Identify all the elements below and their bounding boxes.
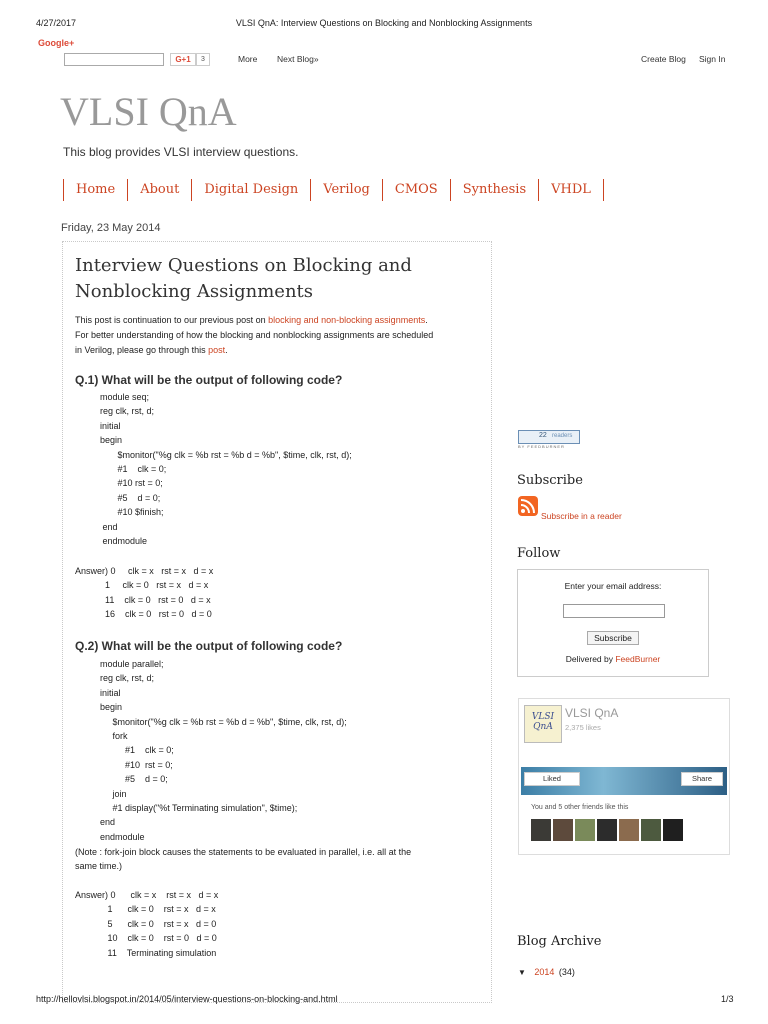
intro-text-3: in Verilog, please go through this: [75, 345, 209, 355]
blog-title[interactable]: VLSI QnA: [60, 89, 237, 134]
answer-line: Answer) 0 clk = x rst = x d = x: [75, 890, 219, 900]
subscribe-heading: Subscribe: [517, 473, 583, 488]
friend-avatar[interactable]: [663, 819, 683, 841]
next-blog-link[interactable]: Next Blog»: [277, 54, 319, 64]
subscribe-reader-link[interactable]: Subscribe in a reader: [541, 511, 622, 521]
tab-digital-design[interactable]: Digital Design: [191, 179, 310, 201]
fb-page-name[interactable]: VLSI QnA: [565, 706, 619, 720]
answer-line: 1 clk = 0 rst = x d = x: [75, 580, 209, 591]
search-input[interactable]: [64, 53, 164, 66]
answer-line: 11 Terminating simulation: [75, 947, 217, 958]
code-line: begin: [100, 435, 123, 446]
answer-line: Answer) 0 clk = x rst = x d = x: [75, 566, 214, 576]
share-button[interactable]: Share: [681, 772, 723, 786]
friend-avatar[interactable]: [553, 819, 573, 841]
q2-heading: Q.2) What will be the output of following code?: [75, 639, 343, 653]
code-line: $monitor("%g clk = %b rst = %b d = %b", $time, clk, rst, d);: [100, 449, 352, 460]
intro-text-4: .: [225, 345, 228, 355]
code-line: fork: [100, 731, 128, 742]
feedburner-byline: BY FEEDBURNER: [518, 444, 565, 449]
q2-code-block: [100, 657, 347, 844]
code-line: module parallel;: [100, 659, 164, 669]
scheduling-post-link[interactable]: post: [208, 345, 226, 355]
friend-avatar[interactable]: [575, 819, 595, 841]
nav-tabs: [63, 179, 604, 201]
tabs-divider: [603, 179, 604, 201]
archive-year-count: (34): [558, 967, 575, 977]
answer-line: 10 clk = 0 rst = 0 d = 0: [75, 933, 217, 944]
liked-button[interactable]: Liked: [524, 772, 580, 786]
blocking-post-link[interactable]: blocking and non-blocking assignments: [268, 315, 426, 325]
rss-icon[interactable]: [518, 496, 538, 516]
code-line: endmodule: [100, 831, 145, 842]
answer-line: 16 clk = 0 rst = 0 d = 0: [75, 609, 212, 620]
post-date: Friday, 23 May 2014: [61, 222, 161, 234]
follow-heading: Follow: [517, 546, 561, 561]
blog-archive-heading: Blog Archive: [517, 934, 602, 949]
code-line: join: [100, 788, 127, 799]
delivered-text: Delivered by: [565, 654, 616, 664]
code-line: $monitor("%g clk = %b rst = %b d = %b", $time, clk, rst, d);: [100, 716, 347, 727]
code-line: end: [100, 817, 116, 828]
code-line: reg clk, rst, d;: [100, 406, 155, 417]
print-url: http://hellovlsi.blogspot.in/2014/05/interview-questions-on-blocking-and.html: [36, 994, 338, 1004]
tab-about[interactable]: About: [127, 179, 191, 201]
logo-text-1: VLSI: [531, 712, 555, 722]
email-field[interactable]: [563, 604, 665, 618]
friend-avatars: [531, 819, 685, 846]
feedburner-link[interactable]: FeedBurner: [615, 654, 661, 664]
page-logo[interactable]: [524, 705, 562, 743]
feedburner-badge[interactable]: [518, 430, 580, 444]
post-title-line1: Interview Questions on Blocking and: [75, 255, 412, 276]
archive-year-item: [518, 962, 575, 980]
email-label: Enter your email address:: [564, 581, 662, 591]
intro-line-2: For better understanding of how the blocking and nonblocking assignments are scheduled: [75, 330, 434, 340]
google-plus-link[interactable]: Google+: [38, 38, 75, 48]
q1-answer-block: [75, 564, 213, 622]
archive-year-link[interactable]: 2014: [534, 967, 555, 977]
code-line: #10 rst = 0;: [100, 478, 163, 489]
code-line: module seq;: [100, 392, 150, 402]
code-line: initial: [100, 687, 121, 698]
delivered-by: [518, 654, 708, 664]
code-line: #1 display("%t Terminating simulation", $time);: [100, 803, 298, 814]
note-line: (Note : fork-join block causes the statements to be evaluated in parallel, i.e. all at the: [75, 847, 412, 857]
intro-text-1: This post is continuation to our previous post on: [75, 315, 269, 325]
friend-avatar[interactable]: [619, 819, 639, 841]
tab-synthesis[interactable]: Synthesis: [450, 179, 538, 201]
logo-text-2: QnA: [533, 722, 553, 732]
q2-note: [75, 845, 411, 874]
friend-avatar[interactable]: [531, 819, 551, 841]
print-page-number: 1/3: [721, 994, 734, 1004]
intro-text-2: .: [425, 315, 428, 325]
answer-line: 11 clk = 0 rst = 0 d = x: [75, 594, 211, 605]
post-title-line2: Nonblocking Assignments: [75, 281, 314, 302]
answer-line: 5 clk = 0 rst = x d = 0: [75, 918, 217, 929]
q1-code-block: [100, 390, 352, 548]
sign-in-link[interactable]: Sign In: [699, 54, 726, 64]
tab-verilog[interactable]: Verilog: [310, 179, 382, 201]
tab-vhdl[interactable]: VHDL: [538, 179, 603, 201]
reader-label: readers: [552, 433, 573, 439]
reader-count: 22: [539, 432, 547, 439]
code-line: #5 d = 0;: [100, 774, 168, 785]
print-title: VLSI QnA: Interview Questions on Blocking and Nonblocking Assignments: [235, 18, 533, 28]
gplus-one-button[interactable]: G+1: [170, 53, 196, 66]
code-line: initial: [100, 420, 121, 431]
more-link[interactable]: More: [238, 54, 258, 64]
friends-like-text: You and 5 other friends like this: [531, 804, 629, 811]
q1-heading: Q.1) What will be the output of following code?: [75, 373, 343, 387]
gplus-count: 3: [196, 53, 210, 66]
friend-avatar[interactable]: [597, 819, 617, 841]
code-line: #10 rst = 0;: [100, 759, 173, 770]
print-date: 4/27/2017: [36, 18, 77, 28]
note-line: same time.): [75, 861, 123, 872]
code-line: #10 $finish;: [100, 507, 164, 518]
facebook-page-plugin: [518, 698, 730, 855]
post-title[interactable]: [75, 253, 412, 305]
code-line: #1 clk = 0;: [100, 464, 167, 475]
code-line: #5 d = 0;: [100, 492, 161, 503]
create-blog-link[interactable]: Create Blog: [641, 54, 686, 64]
subscribe-button[interactable]: Subscribe: [587, 631, 639, 645]
tab-cmos[interactable]: CMOS: [382, 179, 450, 201]
code-line: end: [100, 521, 118, 532]
code-line: begin: [100, 702, 123, 713]
follow-box: [517, 569, 709, 677]
code-line: endmodule: [100, 536, 148, 547]
friend-avatar[interactable]: [641, 819, 661, 841]
fb-like-count: 2,375 likes: [565, 723, 601, 732]
blog-description: This blog provides VLSI interview questions.: [63, 145, 299, 159]
code-line: reg clk, rst, d;: [100, 673, 155, 684]
q2-answer-block: [75, 888, 218, 960]
tab-home[interactable]: Home: [63, 179, 127, 201]
collapse-triangle-icon[interactable]: ▼: [518, 968, 526, 977]
post-intro: [75, 313, 480, 358]
code-line: #1 clk = 0;: [100, 745, 174, 756]
answer-line: 1 clk = 0 rst = x d = x: [75, 904, 216, 915]
